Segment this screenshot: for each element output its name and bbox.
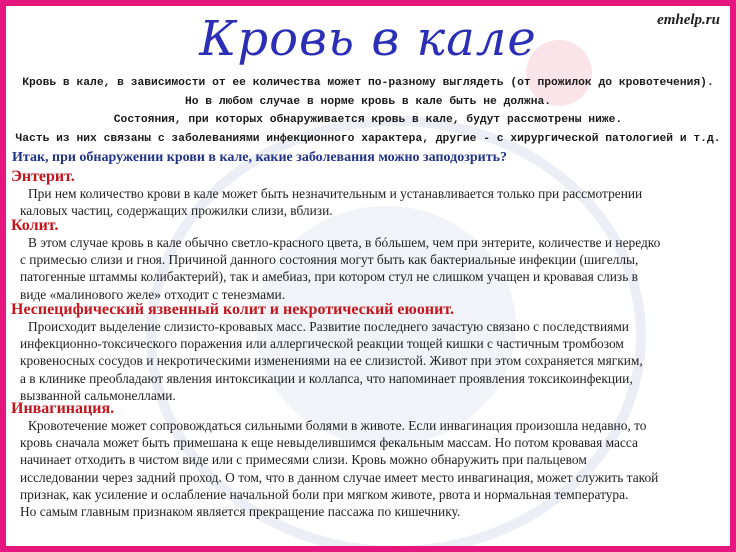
text-line: инфекционно-токсического поражения или аллергической реакции тощей кишки с частичным тромбозом <box>20 336 624 352</box>
text-line: При нем количество крови в кале может быть незначительным и устанавливается только при рассмотрении <box>28 186 643 201</box>
intro-text <box>10 74 726 148</box>
text-line: Происходит выделение слизисто-кровавых масс. Развитие последнего зачастую связано с последствиями <box>28 319 629 334</box>
text-line: кровеносных сосудов и некротическими изменениями на ее слизистой. Живот при этом сохраняется мягким, <box>20 353 643 369</box>
section-text-colitis <box>20 234 726 303</box>
question-text: Итак, при обнаружении крови в кале, какие заболевания можно заподозрить? <box>12 150 507 165</box>
section-text-enteritis <box>20 185 726 219</box>
text-line: каловых частиц, содержащих прожилки слизи, вблизи. <box>20 203 333 219</box>
section-heading-colitis: Колит. <box>11 217 59 234</box>
site-label: emhelp.ru <box>657 12 720 28</box>
text-line: кровь сначала может быть примешана к еще невыделившимся фекальным массам. Но потом кровавая масса <box>20 435 638 451</box>
text-line: вызванной сальмонеллами. <box>20 387 176 403</box>
text-line: а в клинике преобладают явления интоксикации и коллапса, что напоминает проявления токсикоинфекции, <box>20 370 633 386</box>
text-line: В этом случае кровь в кале обычно светло-красного цвета, в бóльшем, чем при энтерите, количестве и нередко <box>28 235 661 250</box>
intro-line: Состояния, при которых обнаруживается кровь в кале, будут рассмотрены ниже. <box>113 114 623 126</box>
section-text-ulcerative-colitis <box>20 318 726 404</box>
text-line: признак, как усиление и ослабление начальной боли при мягком животе, рвота и нормальная температура. <box>20 486 629 502</box>
section-heading-ulcerative-colitis: Неспецифический язвенный колит и некротический еюонит. <box>11 301 455 318</box>
intro-line: Но в любом случае в норме кровь в кале быть не должна. <box>184 95 552 108</box>
text-line: Но самым главным признаком является прекращение пассажа по кишечнику. <box>20 504 461 520</box>
section-heading-enteritis: Энтерит. <box>11 168 75 185</box>
intro-line: Кровь в кале, в зависимости от ее количества может по-разному выглядеть (от прожилок до кровотечения). <box>22 77 714 89</box>
section-heading-invagination: Инвагинация. <box>11 400 115 417</box>
section-text-invagination <box>20 417 726 520</box>
text-line: патогенные штаммы колибактерий), так и амебиаз, при котором стул не слишком учащен и кровавая слизь в <box>20 269 638 285</box>
page-title: Кровь в кале <box>199 11 537 67</box>
text-line: начинает отходить в чистом виде или с примесями слизи. Кровь можно обнаружить при пальцевом <box>20 452 587 468</box>
intro-line: Часть из них связаны с заболеваниями инфекционного характера, другие - с хирургической патологией и т.д. <box>15 132 721 145</box>
text-line: с примесью слизи и гноя. Причиной данного состояния могут быть как бактериальные инфекции (шигеллы, <box>20 252 639 268</box>
text-line: Кровотечение может сопровождаться сильными болями в животе. Если инвагинация произошла недавно, то <box>28 418 647 433</box>
text-line: виде «малинового желе» отходит с тенезмами. <box>20 286 286 302</box>
text-line: исследовании через задний проход. О том, что в данном случае имеет место инвагинация, может служить такой <box>20 469 659 485</box>
